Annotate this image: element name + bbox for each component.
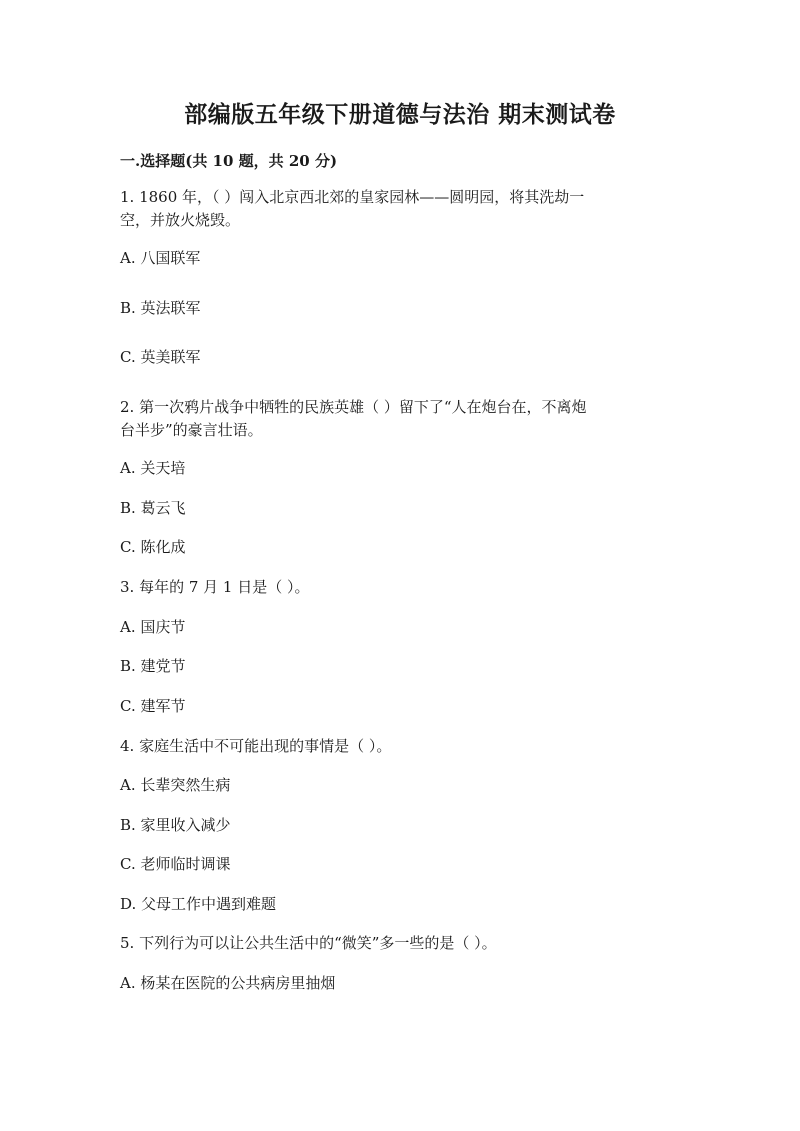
question-3-text: 3. 每年的 7 月 1 日是（ ）。 [120, 578, 310, 596]
question-2-option-b: B. 葛云飞 [120, 499, 186, 517]
question-3-option-b: B. 建党节 [120, 657, 186, 675]
question-2-option-c: C. 陈化成 [120, 538, 186, 556]
question-4-text: 4. 家庭生活中不可能出现的事情是（ ）。 [120, 737, 392, 755]
question-1-option-c: C. 英美联军 [120, 348, 201, 366]
section-heading: 一.选择题(共 10 题，共 20 分) [120, 152, 338, 170]
page-title: 部编版五年级下册道德与法治 期末测试卷 [184, 101, 616, 128]
question-2-text: 2. 第一次鸦片战争中牺牲的民族英雄（ ）留下了“人在炮台在，不离炮 [120, 398, 587, 416]
question-4-option-a: A. 长辈突然生病 [120, 776, 231, 794]
question-3-option-a: A. 国庆节 [120, 618, 186, 636]
question-1-text: 1. 1860 年，（ ）闯入北京西北郊的皇家园林——圆明园，将其洗劫一 [120, 188, 585, 206]
question-5-option-a: A. 杨某在医院的公共病房里抽烟 [120, 974, 336, 992]
question-2-text-continued: 台半步”的豪言壮语。 [120, 421, 263, 439]
question-4-option-d: D. 父母工作中遇到难题 [120, 895, 277, 913]
question-3-option-c: C. 建军节 [120, 697, 186, 715]
question-4-option-b: B. 家里收入减少 [120, 816, 231, 834]
question-2-option-a: A. 关天培 [120, 459, 186, 477]
question-1-text-continued: 空，并放火烧毁。 [120, 211, 241, 229]
question-4-option-c: C. 老师临时调课 [120, 855, 231, 873]
question-5-text: 5. 下列行为可以让公共生活中的“微笑”多一些的是（ ）。 [120, 934, 497, 952]
question-1-option-a: A. 八国联军 [120, 249, 201, 267]
question-1-option-b: B. 英法联军 [120, 299, 201, 317]
